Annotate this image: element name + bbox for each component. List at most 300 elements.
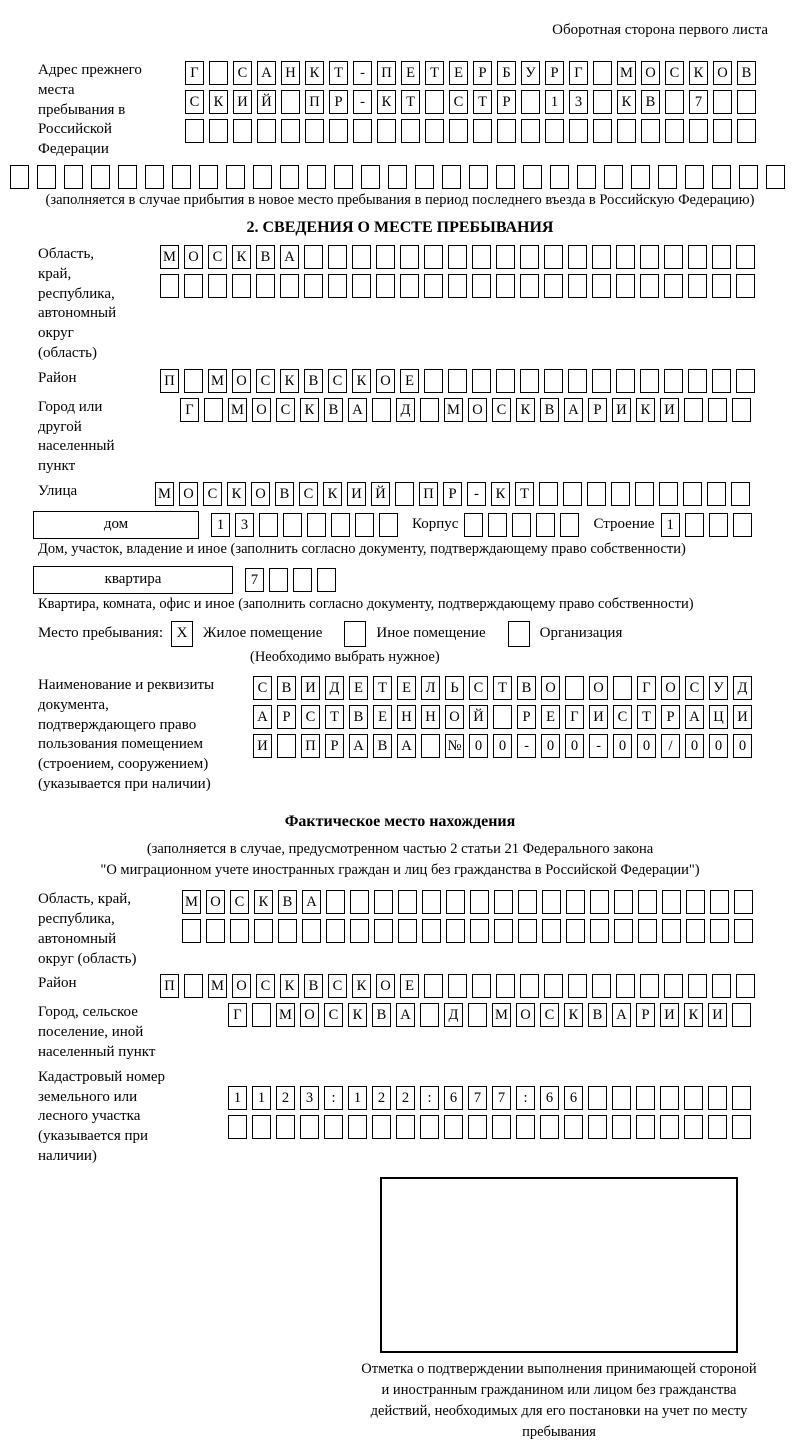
char-box[interactable]: О	[179, 482, 198, 506]
char-box[interactable]: Т	[329, 61, 348, 85]
char-box[interactable]	[664, 974, 683, 998]
char-box[interactable]	[424, 974, 443, 998]
char-box[interactable]: Д	[396, 398, 415, 422]
char-box[interactable]	[739, 165, 758, 189]
char-box[interactable]	[304, 274, 323, 298]
char-box[interactable]: С	[469, 676, 488, 700]
char-box[interactable]: К	[300, 398, 319, 422]
char-box[interactable]	[184, 274, 203, 298]
char-box[interactable]: К	[305, 61, 324, 85]
char-box[interactable]: В	[304, 369, 323, 393]
char-box[interactable]	[685, 165, 704, 189]
char-box[interactable]	[302, 919, 321, 943]
char-box[interactable]	[660, 1086, 679, 1110]
char-box[interactable]	[326, 890, 345, 914]
char-box[interactable]	[269, 568, 288, 592]
char-box[interactable]	[688, 369, 707, 393]
char-box[interactable]	[361, 165, 380, 189]
char-box[interactable]	[736, 369, 755, 393]
char-box[interactable]	[616, 274, 635, 298]
char-box[interactable]	[328, 274, 347, 298]
char-box[interactable]: 2	[372, 1086, 391, 1110]
char-box[interactable]: А	[396, 1003, 415, 1027]
char-box[interactable]: П	[305, 90, 324, 114]
char-box[interactable]: И	[301, 676, 320, 700]
char-box[interactable]: Е	[449, 61, 468, 85]
char-box[interactable]	[566, 890, 585, 914]
char-box[interactable]: И	[733, 705, 752, 729]
char-box[interactable]	[374, 919, 393, 943]
char-box[interactable]: С	[449, 90, 468, 114]
char-box[interactable]	[708, 1115, 727, 1139]
residential-checkbox[interactable]: X	[171, 621, 193, 647]
char-box[interactable]	[617, 119, 636, 143]
char-box[interactable]	[521, 119, 540, 143]
char-box[interactable]	[568, 245, 587, 269]
char-box[interactable]: М	[155, 482, 174, 506]
char-box[interactable]	[10, 165, 29, 189]
char-box[interactable]	[640, 369, 659, 393]
char-box[interactable]	[631, 165, 650, 189]
char-box[interactable]	[472, 274, 491, 298]
char-box[interactable]: Г	[180, 398, 199, 422]
char-box[interactable]	[709, 513, 728, 537]
char-box[interactable]	[233, 119, 252, 143]
char-box[interactable]	[472, 369, 491, 393]
char-box[interactable]	[228, 1115, 247, 1139]
char-box[interactable]: Р	[517, 705, 536, 729]
char-box[interactable]	[37, 165, 56, 189]
char-box[interactable]	[635, 482, 654, 506]
char-box[interactable]	[400, 274, 419, 298]
char-box[interactable]	[733, 513, 752, 537]
char-box[interactable]	[469, 165, 488, 189]
char-box[interactable]: С	[256, 369, 275, 393]
char-box[interactable]: 0	[733, 734, 752, 758]
char-box[interactable]	[334, 165, 353, 189]
char-box[interactable]: П	[301, 734, 320, 758]
char-box[interactable]: №	[445, 734, 464, 758]
char-box[interactable]	[563, 482, 582, 506]
char-box[interactable]: 1	[545, 90, 564, 114]
char-box[interactable]: 0	[613, 734, 632, 758]
char-box[interactable]	[184, 974, 203, 998]
char-box[interactable]	[395, 482, 414, 506]
char-box[interactable]: О	[232, 974, 251, 998]
char-box[interactable]: А	[280, 245, 299, 269]
char-box[interactable]	[448, 274, 467, 298]
char-box[interactable]: Р	[661, 705, 680, 729]
char-box[interactable]: Е	[397, 676, 416, 700]
char-box[interactable]	[731, 482, 750, 506]
char-box[interactable]	[421, 734, 440, 758]
char-box[interactable]: Й	[371, 482, 390, 506]
organization-checkbox[interactable]	[508, 621, 530, 647]
char-box[interactable]	[470, 890, 489, 914]
char-box[interactable]	[172, 165, 191, 189]
char-box[interactable]: В	[278, 890, 297, 914]
char-box[interactable]	[712, 274, 731, 298]
char-box[interactable]: Ц	[709, 705, 728, 729]
char-box[interactable]	[710, 890, 729, 914]
char-box[interactable]	[539, 482, 558, 506]
char-box[interactable]: С	[492, 398, 511, 422]
char-box[interactable]	[710, 919, 729, 943]
char-box[interactable]	[593, 119, 612, 143]
char-box[interactable]: У	[521, 61, 540, 85]
char-box[interactable]: А	[564, 398, 583, 422]
char-box[interactable]	[564, 1115, 583, 1139]
char-box[interactable]: Т	[637, 705, 656, 729]
char-box[interactable]	[593, 90, 612, 114]
char-box[interactable]	[592, 274, 611, 298]
char-box[interactable]: Г	[185, 61, 204, 85]
char-box[interactable]: Г	[637, 676, 656, 700]
char-box[interactable]: 6	[444, 1086, 463, 1110]
char-box[interactable]: К	[516, 398, 535, 422]
char-box[interactable]	[689, 119, 708, 143]
char-box[interactable]	[348, 1115, 367, 1139]
char-box[interactable]: М	[617, 61, 636, 85]
char-box[interactable]	[593, 61, 612, 85]
char-box[interactable]	[592, 245, 611, 269]
char-box[interactable]: -	[589, 734, 608, 758]
char-box[interactable]	[612, 1115, 631, 1139]
char-box[interactable]: В	[641, 90, 660, 114]
char-box[interactable]	[523, 165, 542, 189]
char-box[interactable]	[425, 90, 444, 114]
char-box[interactable]: К	[227, 482, 246, 506]
char-box[interactable]: Е	[400, 369, 419, 393]
char-box[interactable]: К	[209, 90, 228, 114]
char-box[interactable]	[448, 974, 467, 998]
char-box[interactable]: О	[541, 676, 560, 700]
char-box[interactable]	[204, 398, 223, 422]
char-box[interactable]	[665, 119, 684, 143]
char-box[interactable]	[516, 1115, 535, 1139]
char-box[interactable]	[544, 974, 563, 998]
char-box[interactable]	[257, 119, 276, 143]
char-box[interactable]	[277, 734, 296, 758]
char-box[interactable]	[199, 165, 218, 189]
char-box[interactable]	[422, 890, 441, 914]
char-box[interactable]: К	[684, 1003, 703, 1027]
char-box[interactable]: -	[517, 734, 536, 758]
char-box[interactable]: К	[280, 974, 299, 998]
char-box[interactable]	[638, 919, 657, 943]
char-box[interactable]	[496, 369, 515, 393]
char-box[interactable]: Р	[277, 705, 296, 729]
char-box[interactable]: С	[685, 676, 704, 700]
char-box[interactable]: К	[491, 482, 510, 506]
char-box[interactable]	[420, 1003, 439, 1027]
char-box[interactable]	[612, 1086, 631, 1110]
char-box[interactable]	[536, 513, 555, 537]
char-box[interactable]	[307, 165, 326, 189]
char-box[interactable]	[565, 676, 584, 700]
char-box[interactable]: Б	[497, 61, 516, 85]
char-box[interactable]: Е	[373, 705, 392, 729]
char-box[interactable]	[664, 274, 683, 298]
char-box[interactable]: Й	[257, 90, 276, 114]
char-box[interactable]	[664, 369, 683, 393]
char-box[interactable]	[713, 119, 732, 143]
char-box[interactable]: О	[713, 61, 732, 85]
char-box[interactable]	[281, 119, 300, 143]
char-box[interactable]: Р	[545, 61, 564, 85]
char-box[interactable]	[569, 119, 588, 143]
char-box[interactable]: А	[685, 705, 704, 729]
char-box[interactable]	[544, 369, 563, 393]
char-box[interactable]	[209, 119, 228, 143]
char-box[interactable]	[91, 165, 110, 189]
char-box[interactable]: К	[323, 482, 342, 506]
char-box[interactable]	[732, 1003, 751, 1027]
char-box[interactable]: К	[352, 369, 371, 393]
char-box[interactable]	[472, 974, 491, 998]
char-box[interactable]: О	[251, 482, 270, 506]
char-box[interactable]: Л	[421, 676, 440, 700]
char-box[interactable]: А	[612, 1003, 631, 1027]
char-box[interactable]	[521, 90, 540, 114]
char-box[interactable]: М	[160, 245, 179, 269]
char-box[interactable]	[372, 398, 391, 422]
char-box[interactable]	[568, 274, 587, 298]
char-box[interactable]: К	[348, 1003, 367, 1027]
char-box[interactable]	[683, 482, 702, 506]
char-box[interactable]: 0	[493, 734, 512, 758]
char-box[interactable]: О	[376, 369, 395, 393]
char-box[interactable]: К	[254, 890, 273, 914]
char-box[interactable]	[326, 919, 345, 943]
char-box[interactable]	[494, 919, 513, 943]
char-box[interactable]	[712, 369, 731, 393]
char-box[interactable]: Г	[569, 61, 588, 85]
char-box[interactable]	[355, 513, 374, 537]
char-box[interactable]	[577, 165, 596, 189]
char-box[interactable]	[422, 919, 441, 943]
char-box[interactable]	[252, 1003, 271, 1027]
char-box[interactable]	[254, 919, 273, 943]
char-box[interactable]: :	[324, 1086, 343, 1110]
char-box[interactable]	[307, 513, 326, 537]
char-box[interactable]: А	[349, 734, 368, 758]
char-box[interactable]	[473, 119, 492, 143]
char-box[interactable]	[736, 974, 755, 998]
char-box[interactable]	[684, 1086, 703, 1110]
char-box[interactable]: С	[203, 482, 222, 506]
char-box[interactable]	[566, 919, 585, 943]
char-box[interactable]: К	[617, 90, 636, 114]
char-box[interactable]: 2	[396, 1086, 415, 1110]
char-box[interactable]: Р	[497, 90, 516, 114]
char-box[interactable]	[300, 1115, 319, 1139]
char-box[interactable]	[304, 245, 323, 269]
char-box[interactable]: И	[589, 705, 608, 729]
char-box[interactable]: Р	[443, 482, 462, 506]
char-box[interactable]	[686, 890, 705, 914]
char-box[interactable]: Т	[325, 705, 344, 729]
char-box[interactable]: Г	[565, 705, 584, 729]
char-box[interactable]: И	[660, 1003, 679, 1027]
char-box[interactable]	[662, 890, 681, 914]
char-box[interactable]	[226, 165, 245, 189]
char-box[interactable]	[420, 1115, 439, 1139]
char-box[interactable]: 0	[709, 734, 728, 758]
char-box[interactable]: 0	[565, 734, 584, 758]
char-box[interactable]	[496, 165, 515, 189]
char-box[interactable]	[712, 974, 731, 998]
char-box[interactable]	[374, 890, 393, 914]
char-box[interactable]	[305, 119, 324, 143]
char-box[interactable]	[518, 919, 537, 943]
char-box[interactable]	[324, 1115, 343, 1139]
char-box[interactable]	[424, 245, 443, 269]
char-box[interactable]	[708, 398, 727, 422]
char-box[interactable]	[734, 890, 753, 914]
char-box[interactable]: О	[589, 676, 608, 700]
char-box[interactable]	[276, 1115, 295, 1139]
char-box[interactable]: К	[280, 369, 299, 393]
char-box[interactable]: В	[324, 398, 343, 422]
char-box[interactable]	[611, 482, 630, 506]
char-box[interactable]: В	[737, 61, 756, 85]
char-box[interactable]	[206, 919, 225, 943]
char-box[interactable]	[614, 919, 633, 943]
char-box[interactable]: Т	[425, 61, 444, 85]
char-box[interactable]	[448, 369, 467, 393]
other-premises-checkbox[interactable]	[344, 621, 366, 647]
char-box[interactable]: М	[208, 974, 227, 998]
char-box[interactable]	[641, 119, 660, 143]
char-box[interactable]	[329, 119, 348, 143]
char-box[interactable]	[497, 119, 516, 143]
char-box[interactable]	[520, 974, 539, 998]
char-box[interactable]: О	[661, 676, 680, 700]
char-box[interactable]: В	[277, 676, 296, 700]
char-box[interactable]	[64, 165, 83, 189]
char-box[interactable]	[493, 705, 512, 729]
char-box[interactable]: К	[636, 398, 655, 422]
char-box[interactable]	[278, 919, 297, 943]
char-box[interactable]	[550, 165, 569, 189]
char-box[interactable]: С	[328, 974, 347, 998]
char-box[interactable]	[145, 165, 164, 189]
char-box[interactable]: Р	[473, 61, 492, 85]
char-box[interactable]	[662, 919, 681, 943]
char-box[interactable]	[592, 974, 611, 998]
char-box[interactable]	[256, 274, 275, 298]
char-box[interactable]	[684, 398, 703, 422]
char-box[interactable]: Е	[400, 974, 419, 998]
char-box[interactable]	[616, 245, 635, 269]
char-box[interactable]	[331, 513, 350, 537]
char-box[interactable]	[640, 245, 659, 269]
char-box[interactable]	[449, 119, 468, 143]
char-box[interactable]	[472, 245, 491, 269]
char-box[interactable]: Р	[329, 90, 348, 114]
char-box[interactable]: О	[376, 974, 395, 998]
char-box[interactable]: О	[516, 1003, 535, 1027]
char-box[interactable]: 1	[252, 1086, 271, 1110]
char-box[interactable]: 1	[211, 513, 230, 537]
char-box[interactable]	[398, 919, 417, 943]
char-box[interactable]	[328, 245, 347, 269]
char-box[interactable]	[182, 919, 201, 943]
char-box[interactable]	[707, 482, 726, 506]
char-box[interactable]	[468, 1003, 487, 1027]
char-box[interactable]: И	[233, 90, 252, 114]
char-box[interactable]	[732, 1115, 751, 1139]
char-box[interactable]	[398, 890, 417, 914]
char-box[interactable]	[614, 890, 633, 914]
char-box[interactable]	[400, 245, 419, 269]
char-box[interactable]: Т	[493, 676, 512, 700]
char-box[interactable]: О	[252, 398, 271, 422]
char-box[interactable]	[376, 245, 395, 269]
char-box[interactable]: А	[253, 705, 272, 729]
char-box[interactable]: Ь	[445, 676, 464, 700]
char-box[interactable]	[470, 919, 489, 943]
char-box[interactable]	[568, 369, 587, 393]
char-box[interactable]: С	[230, 890, 249, 914]
char-box[interactable]	[604, 165, 623, 189]
char-box[interactable]: 0	[469, 734, 488, 758]
char-box[interactable]	[184, 369, 203, 393]
char-box[interactable]: 2	[276, 1086, 295, 1110]
char-box[interactable]	[377, 119, 396, 143]
char-box[interactable]: К	[232, 245, 251, 269]
char-box[interactable]: Н	[397, 705, 416, 729]
char-box[interactable]	[293, 568, 312, 592]
char-box[interactable]: С	[233, 61, 252, 85]
char-box[interactable]: М	[276, 1003, 295, 1027]
char-box[interactable]	[352, 245, 371, 269]
char-box[interactable]: /	[661, 734, 680, 758]
char-box[interactable]: И	[253, 734, 272, 758]
char-box[interactable]	[664, 245, 683, 269]
char-box[interactable]	[708, 1086, 727, 1110]
char-box[interactable]	[353, 119, 372, 143]
char-box[interactable]: -	[353, 90, 372, 114]
char-box[interactable]: 0	[685, 734, 704, 758]
char-box[interactable]	[444, 1115, 463, 1139]
char-box[interactable]: Д	[733, 676, 752, 700]
char-box[interactable]	[688, 974, 707, 998]
char-box[interactable]: С	[324, 1003, 343, 1027]
char-box[interactable]: Е	[349, 676, 368, 700]
char-box[interactable]: С	[253, 676, 272, 700]
char-box[interactable]: С	[208, 245, 227, 269]
char-box[interactable]	[376, 274, 395, 298]
char-box[interactable]	[520, 369, 539, 393]
char-box[interactable]: 7	[245, 568, 264, 592]
char-box[interactable]	[587, 482, 606, 506]
char-box[interactable]	[520, 245, 539, 269]
char-box[interactable]	[660, 1115, 679, 1139]
char-box[interactable]	[545, 119, 564, 143]
char-box[interactable]: :	[516, 1086, 535, 1110]
char-box[interactable]: П	[419, 482, 438, 506]
char-box[interactable]: 6	[540, 1086, 559, 1110]
char-box[interactable]	[396, 1115, 415, 1139]
char-box[interactable]: К	[377, 90, 396, 114]
char-box[interactable]	[442, 165, 461, 189]
char-box[interactable]	[424, 369, 443, 393]
char-box[interactable]: С	[299, 482, 318, 506]
char-box[interactable]	[420, 398, 439, 422]
char-box[interactable]: О	[206, 890, 225, 914]
